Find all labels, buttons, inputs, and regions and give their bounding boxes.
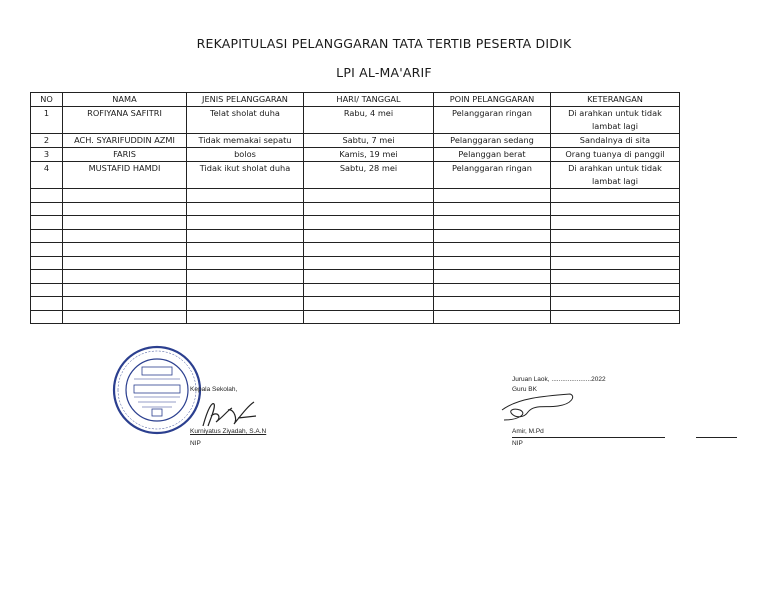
cell-no: 4: [31, 162, 63, 189]
principal-role: Kepala Sekolah,: [190, 386, 238, 393]
cell-no: [31, 229, 63, 243]
cell-no: 3: [31, 148, 63, 162]
header-keterangan: KETERANGAN: [551, 93, 680, 107]
cell-nama: [63, 189, 187, 203]
cell-nama: [63, 216, 187, 230]
cell-hari-tanggal: Sabtu, 7 mei: [304, 134, 434, 148]
table-row: [31, 256, 680, 270]
principal-signature: [198, 398, 258, 432]
table-row: [31, 216, 680, 230]
cell-no: [31, 189, 63, 203]
cell-nama: [63, 256, 187, 270]
cell-hari-tanggal: [304, 310, 434, 324]
table-row: [31, 283, 680, 297]
counselor-name: Amir, M.Pd: [512, 428, 544, 435]
header-no: NO: [31, 93, 63, 107]
principal-name: Kurniyatus Ziyadah, S.A.N: [190, 428, 267, 435]
cell-poin-pelanggaran: Pelanggaran ringan: [434, 107, 551, 134]
cell-no: [31, 256, 63, 270]
cell-nama: [63, 202, 187, 216]
header-jenis-pelanggaran: JENIS PELANGGARAN: [187, 93, 304, 107]
cell-hari-tanggal: Kamis, 19 mei: [304, 148, 434, 162]
cell-poin-pelanggaran: [434, 202, 551, 216]
place-date: Juruan Laok, ......................2022: [512, 376, 606, 383]
cell-hari-tanggal: [304, 256, 434, 270]
document-title: REKAPITULASI PELANGGARAN TATA TERTIB PESERTA DIDIK: [196, 36, 572, 51]
cell-keterangan: Sandalnya di sita: [551, 134, 680, 148]
table-row: [31, 310, 680, 324]
cell-no: [31, 243, 63, 257]
cell-poin-pelanggaran: [434, 270, 551, 284]
cell-jenis-pelanggaran: [187, 310, 304, 324]
table-header-row: [31, 93, 680, 107]
header-hari-tanggal: HARI/ TANGGAL: [304, 93, 434, 107]
cell-no: [31, 297, 63, 311]
cell-jenis-pelanggaran: [187, 297, 304, 311]
cell-jenis-pelanggaran: [187, 283, 304, 297]
cell-keterangan: [551, 256, 680, 270]
cell-keterangan: Orang tuanya di panggil: [551, 148, 680, 162]
cell-nama: [63, 229, 187, 243]
cell-poin-pelanggaran: [434, 256, 551, 270]
cell-poin-pelanggaran: Pelanggan berat: [434, 148, 551, 162]
cell-keterangan: [551, 270, 680, 284]
cell-hari-tanggal: [304, 297, 434, 311]
cell-hari-tanggal: Rabu, 4 mei: [304, 107, 434, 134]
cell-no: [31, 202, 63, 216]
cell-jenis-pelanggaran: [187, 202, 304, 216]
cell-hari-tanggal: [304, 202, 434, 216]
cell-nama: [63, 243, 187, 257]
cell-no: 1: [31, 107, 63, 134]
table-row: [31, 134, 680, 148]
cell-keterangan: [551, 202, 680, 216]
table-row: [31, 270, 680, 284]
cell-jenis-pelanggaran: [187, 270, 304, 284]
cell-jenis-pelanggaran: [187, 189, 304, 203]
cell-jenis-pelanggaran: [187, 229, 304, 243]
cell-poin-pelanggaran: [434, 243, 551, 257]
cell-hari-tanggal: Sabtu, 28 mei: [304, 162, 434, 189]
principal-nip: NIP: [190, 440, 201, 447]
cell-poin-pelanggaran: Pelanggaran sedang: [434, 134, 551, 148]
cell-keterangan: [551, 297, 680, 311]
cell-hari-tanggal: [304, 216, 434, 230]
table-row: [31, 107, 680, 134]
cell-keterangan: [551, 283, 680, 297]
cell-jenis-pelanggaran: [187, 216, 304, 230]
cell-no: [31, 283, 63, 297]
counselor-nip: NIP: [512, 440, 523, 447]
cell-nama: [63, 310, 187, 324]
cell-nama: ROFIYANA SAFITRI: [63, 107, 187, 134]
cell-poin-pelanggaran: Pelanggaran ringan: [434, 162, 551, 189]
violations-table: [30, 92, 680, 324]
cell-jenis-pelanggaran: Telat sholat duha: [187, 107, 304, 134]
cell-no: [31, 270, 63, 284]
table-row: [31, 162, 680, 189]
cell-nama: [63, 297, 187, 311]
cell-nama: [63, 283, 187, 297]
table-row: [31, 297, 680, 311]
cell-no: [31, 310, 63, 324]
cell-poin-pelanggaran: [434, 189, 551, 203]
cell-nama: [63, 270, 187, 284]
cell-keterangan: Di arahkan untuk tidak lambat lagi: [551, 162, 680, 189]
cell-poin-pelanggaran: [434, 229, 551, 243]
extra-signature-line: [696, 437, 737, 438]
header-poin-pelanggaran: POIN PELANGGARAN: [434, 93, 551, 107]
cell-keterangan: Di arahkan untuk tidak lambat lagi: [551, 107, 680, 134]
table-row: [31, 229, 680, 243]
cell-hari-tanggal: [304, 189, 434, 203]
cell-poin-pelanggaran: [434, 283, 551, 297]
counselor-signature: [498, 390, 578, 426]
cell-poin-pelanggaran: [434, 310, 551, 324]
cell-jenis-pelanggaran: Tidak memakai sepatu: [187, 134, 304, 148]
table-row: [31, 189, 680, 203]
cell-hari-tanggal: [304, 229, 434, 243]
cell-no: 2: [31, 134, 63, 148]
table-row: [31, 148, 680, 162]
cell-poin-pelanggaran: [434, 216, 551, 230]
counselor-role: Guru BK: [512, 386, 537, 393]
cell-nama: MUSTAFID HAMDI: [63, 162, 187, 189]
cell-jenis-pelanggaran: bolos: [187, 148, 304, 162]
cell-keterangan: [551, 229, 680, 243]
cell-hari-tanggal: [304, 270, 434, 284]
cell-nama: ACH. SYARIFUDDIN AZMI: [63, 134, 187, 148]
cell-hari-tanggal: [304, 243, 434, 257]
cell-no: [31, 216, 63, 230]
table-row: [31, 202, 680, 216]
cell-hari-tanggal: [304, 283, 434, 297]
cell-jenis-pelanggaran: [187, 243, 304, 257]
header-nama: NAMA: [63, 93, 187, 107]
cell-keterangan: [551, 310, 680, 324]
cell-jenis-pelanggaran: Tidak ikut sholat duha: [187, 162, 304, 189]
document-subtitle: LPI AL-MA'ARIF: [336, 65, 432, 80]
school-stamp: [112, 345, 202, 435]
cell-nama: FARIS: [63, 148, 187, 162]
cell-keterangan: [551, 243, 680, 257]
counselor-signature-line: [512, 437, 665, 438]
cell-keterangan: [551, 216, 680, 230]
cell-jenis-pelanggaran: [187, 256, 304, 270]
cell-poin-pelanggaran: [434, 297, 551, 311]
table-row: [31, 243, 680, 257]
cell-keterangan: [551, 189, 680, 203]
